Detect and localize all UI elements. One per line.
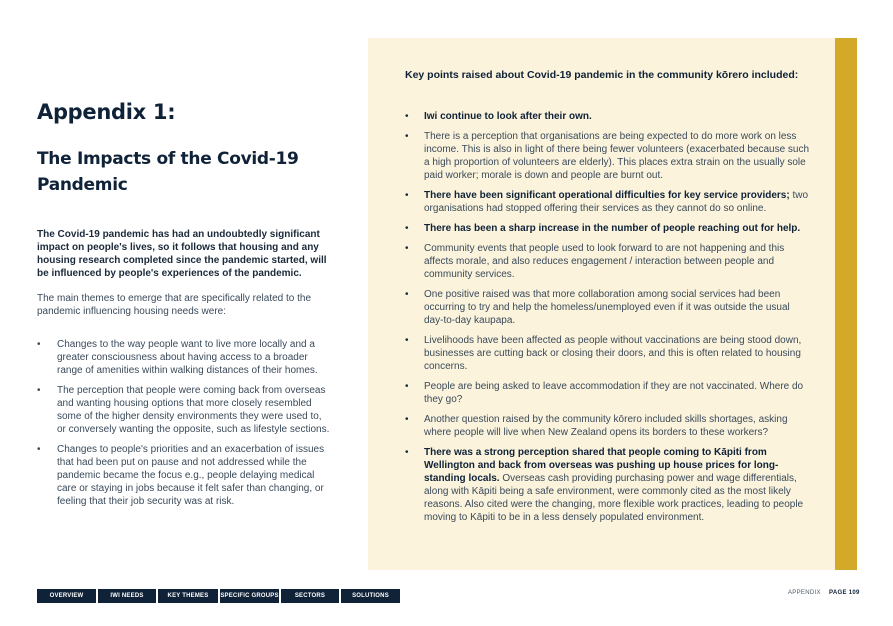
nav-specific-groups-button[interactable]: SPECIFIC GROUPS — [220, 589, 279, 603]
accent-bar — [835, 38, 857, 570]
themes-list — [37, 338, 333, 508]
list-item: • Another question raised by the community kōrero included skills shortages, asking where people will live when New Zealand opens its borders to these workers? — [405, 413, 810, 439]
nav-iwi-needs-button[interactable]: IWI NEEDS — [98, 589, 156, 603]
list-item: • One positive raised was that more collaboration among social services had been occurring to try and help the homeless/unemployed even if it was outside the usual day-to-day kaupapa. — [405, 288, 810, 327]
key-points-list — [405, 110, 810, 531]
list-item: • There is a perception that organisations are being expected to do more work on less income. This is also in light of there being fewer volunteers (exacerbated because such a high proportion of volunteers are elderly). This places extra strain on the usually sole paid worker; morale is down and people are burnt out. — [405, 130, 810, 182]
list-item: • Iwi continue to look after their own. — [405, 110, 810, 123]
list-item: • There was a strong perception shared that people coming to Kāpiti from Wellington and back from overseas was pushing up house prices for long-standing locals. Overseas cash providing purchasing power and wage differentials, along with Kāpiti being a safe environment, were commonly cited as the most likely reasons. Also cited were the changing, more flexible work practices, leading to people moving to Kāpiti to be in a less densely populated environment. — [405, 446, 810, 524]
page-title-line1: The Impacts of the Covid-19 — [37, 149, 299, 169]
list-item: • The perception that people were coming back from overseas and wanting housing options that more closely resembled some of the higher density environments they were used to, or conversely wanting the opposite, such as lifestyle sections. — [37, 384, 333, 436]
list-item: • Changes to people's priorities and an exacerbation of issues that had been put on pause and not addressed while the pandemic became the focus e.g., people delaying medical care or staying in jobs because it felt safer than changing, or feeling that their job security was at risk. — [37, 443, 333, 508]
page-title — [37, 146, 333, 198]
list-item: • There has been a sharp increase in the number of people reaching out for help. — [405, 222, 810, 235]
themes-intro: The main themes to emerge that are specifically related to the pandemic influencing housing needs were: — [37, 293, 312, 317]
list-item: • Livelihoods have been affected as people without vaccinations are being stood down, businesses are cutting back or closing their doors, and this is often related to housing concerns. — [405, 334, 810, 373]
left-column — [37, 100, 333, 515]
page-number: PAGE 109 — [829, 590, 860, 596]
list-item: • There have been significant operational difficulties for key service providers; two organisations had stopped offering their services as they cannot do so online. — [405, 189, 810, 215]
page-title-line2: Pandemic — [37, 175, 128, 195]
list-item: • Changes to the way people want to live more locally and a greater consciousness about having access to a broader range of amenities within walking distances of their homes. — [37, 338, 333, 377]
panel-title: Key points raised about Covid-19 pandemic in the community kōrero included: — [405, 69, 799, 81]
bottom-nav — [37, 589, 400, 603]
nav-solutions-button[interactable]: SOLUTIONS — [341, 589, 400, 603]
nav-key-themes-button[interactable]: KEY THEMES — [158, 589, 218, 603]
list-item: • People are being asked to leave accommodation if they are not vaccinated. Where do they go? — [405, 380, 810, 406]
footer-section-label: APPENDIX — [788, 590, 821, 596]
nav-sectors-button[interactable]: SECTORS — [281, 589, 339, 603]
list-item: • Community events that people used to look forward to are not happening and this affects morale, and also reduces engagement / interaction between people and community services. — [405, 242, 810, 281]
intro-paragraph: The Covid-19 pandemic has had an undoubtedly significant impact on people's lives, so it follows that housing and any housing research completed since the pandemic started, will be influenced by people's experiences of the pandemic. — [37, 229, 327, 279]
nav-overview-button[interactable]: OVERVIEW — [37, 589, 96, 603]
appendix-heading: Appendix 1: — [37, 100, 176, 124]
